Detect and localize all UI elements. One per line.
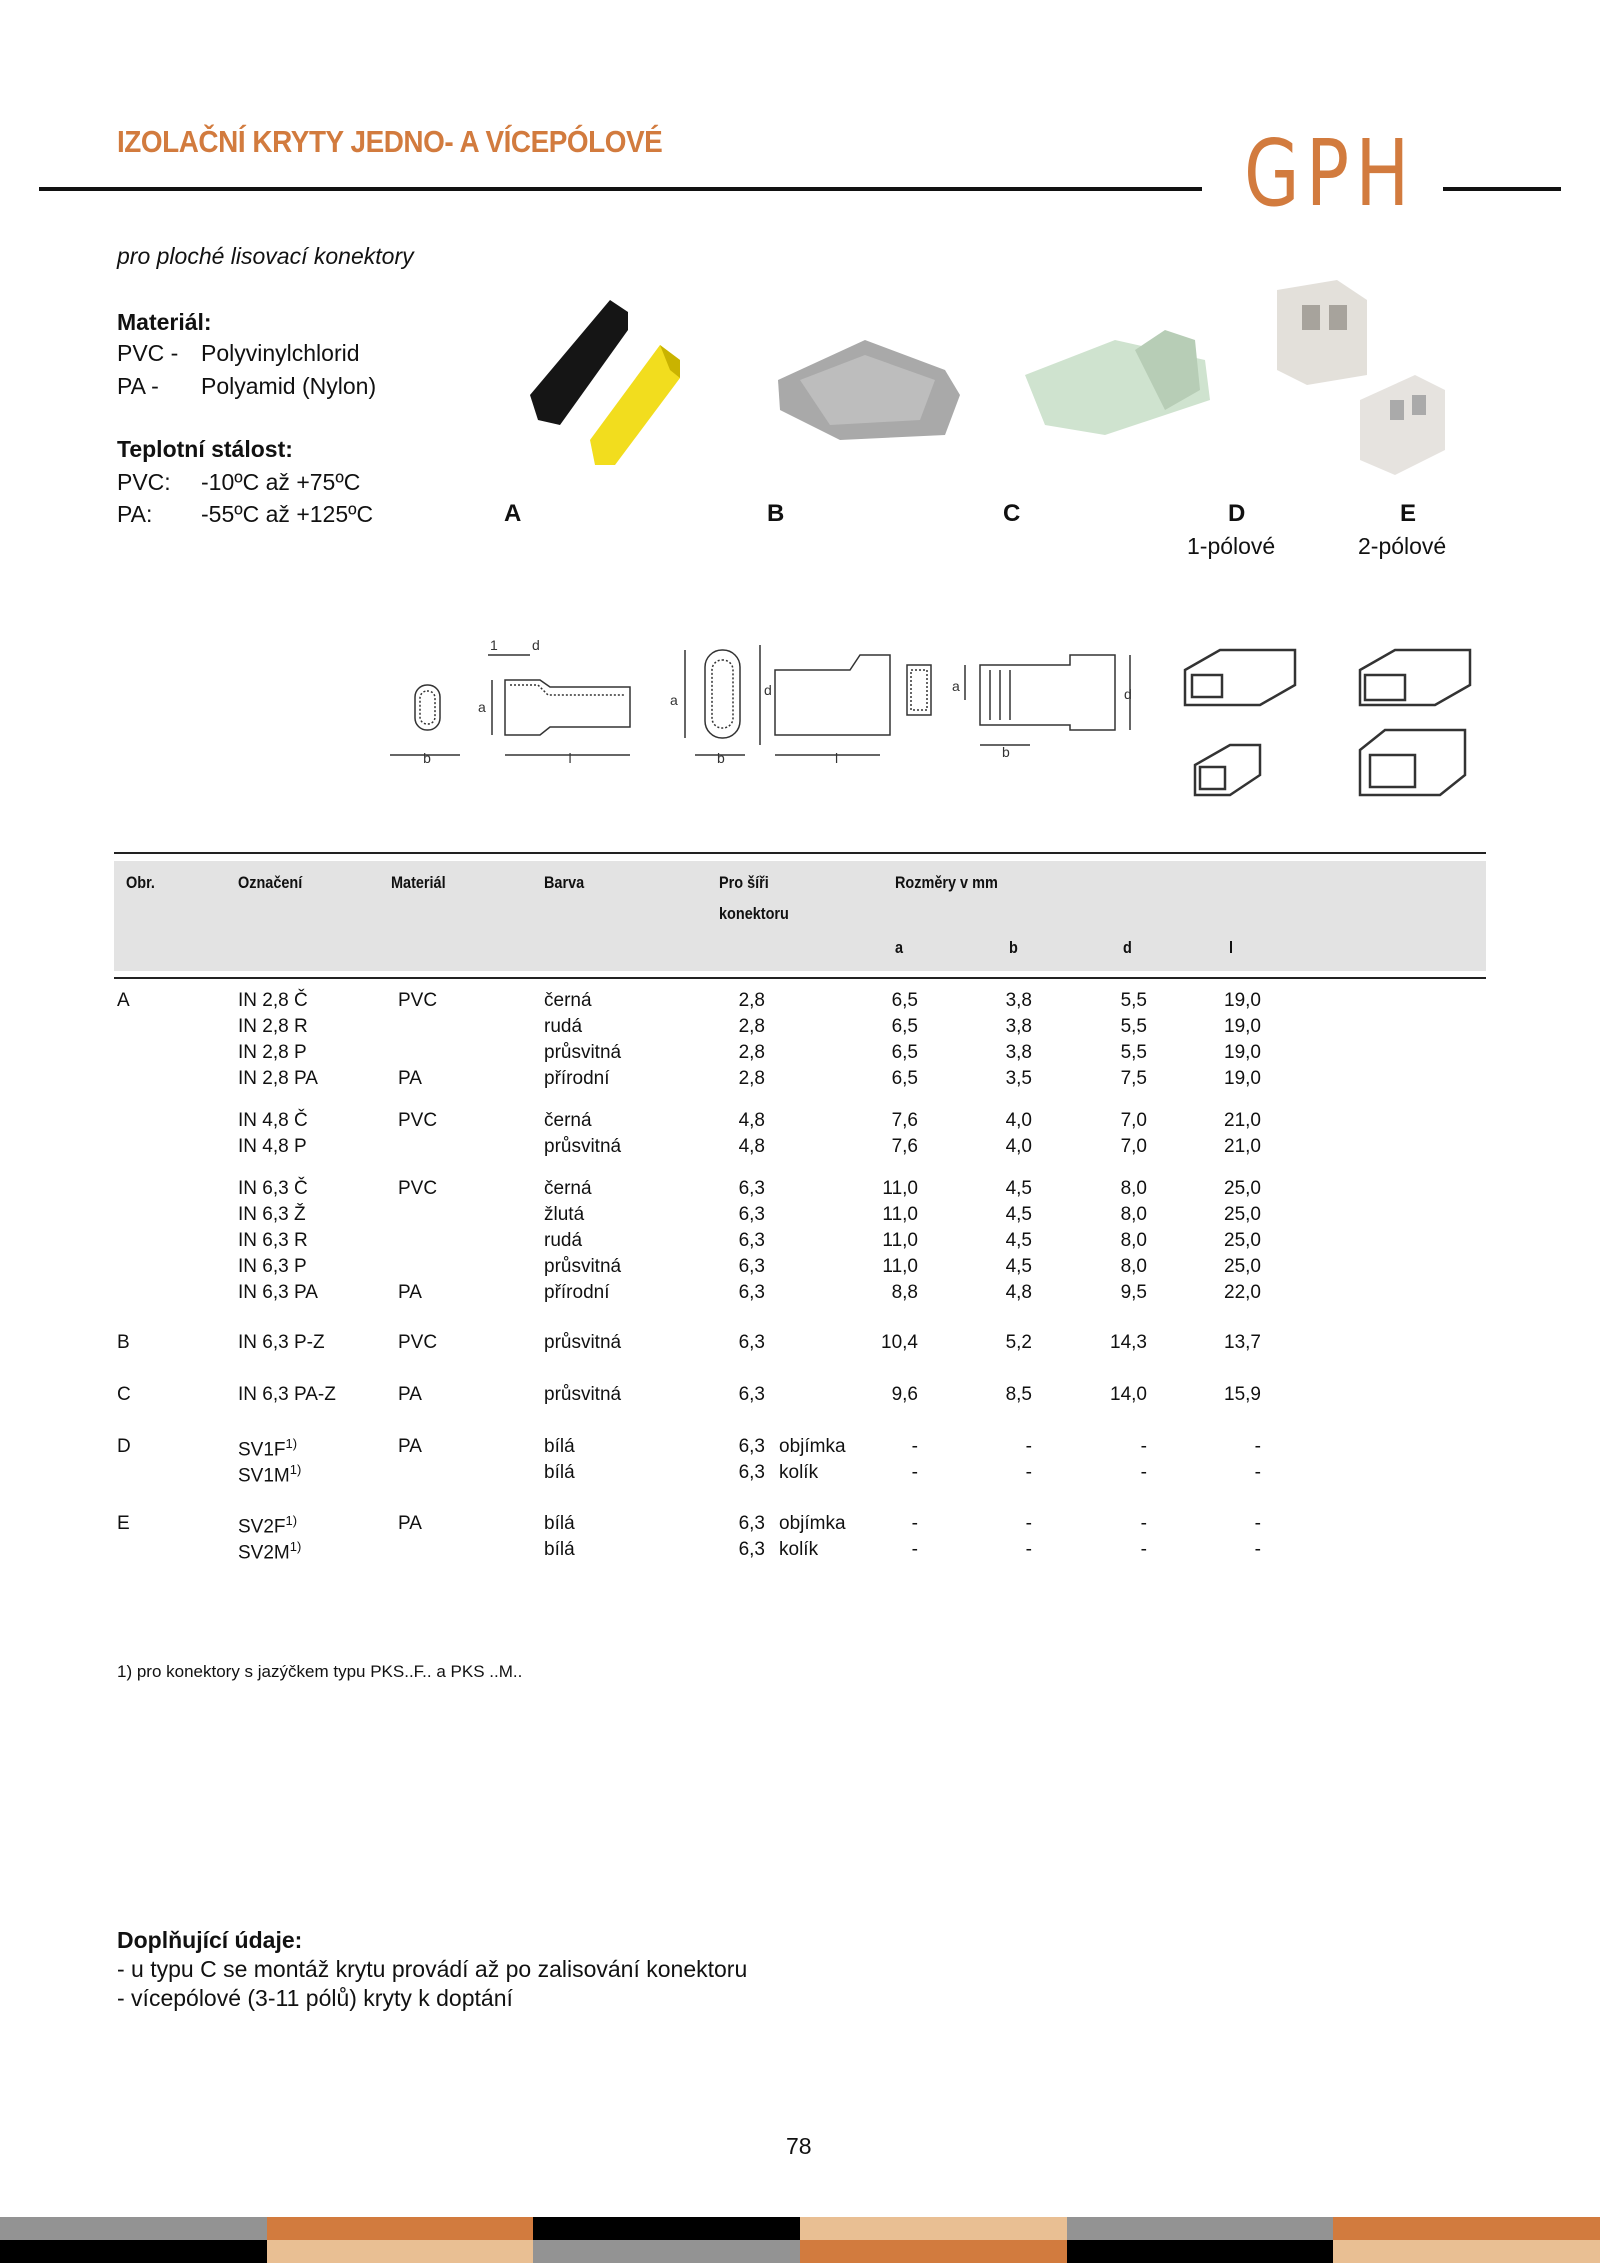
cell-a: 7,6: [891, 1136, 918, 1157]
cell-barva: přírodní: [544, 1282, 610, 1303]
header-barva: Barva: [544, 873, 585, 892]
header-b: b: [1009, 938, 1018, 957]
cell-l: 15,9: [1224, 1384, 1261, 1405]
cell-obr: E: [117, 1513, 130, 1534]
subtitle: pro ploché lisovací konektory: [117, 243, 414, 269]
cell-barva: průsvitná: [544, 1384, 622, 1405]
cell-d: -: [1140, 1436, 1147, 1457]
cell-barva: černá: [544, 1178, 592, 1199]
cell-sire: 4,8: [738, 1110, 765, 1131]
figure-sub-d: 1-pólové: [1187, 533, 1276, 559]
header-rule: [39, 187, 1202, 191]
cell-l: 25,0: [1224, 1204, 1261, 1225]
material-code: PA -: [117, 373, 159, 399]
cell-l: 21,0: [1224, 1110, 1261, 1131]
table-top-rule: [114, 852, 1486, 854]
cell-d: -: [1140, 1513, 1147, 1534]
figure-label-b: B: [767, 500, 785, 527]
cell-b: 3,8: [1005, 1016, 1032, 1037]
cell-a: 11,0: [882, 1178, 918, 1199]
cell-l: 25,0: [1224, 1230, 1261, 1251]
cell-l: 19,0: [1224, 990, 1261, 1011]
temperature-code: PA:: [117, 501, 153, 527]
temperature-range: -10ºC až +75ºC: [201, 469, 361, 495]
header-d: d: [1123, 938, 1132, 957]
cell-sire: 6,3: [738, 1204, 765, 1225]
cell-barva: průsvitná: [544, 1332, 622, 1353]
cell-obr: D: [117, 1436, 131, 1457]
cell-ozn-text: SV1F: [238, 1439, 286, 1461]
figure-label-c: C: [1003, 500, 1021, 527]
photo-e: [1360, 375, 1445, 475]
cell-a: 7,6: [891, 1110, 918, 1131]
svg-text:1: 1: [490, 637, 498, 653]
header-rule-right: [1443, 187, 1561, 191]
cell-sire: 2,8: [738, 1016, 765, 1037]
cell-l: -: [1254, 1513, 1261, 1534]
cell-b: -: [1025, 1539, 1032, 1560]
cell-d: 5,5: [1120, 1042, 1147, 1063]
cell-barva: průsvitná: [544, 1136, 622, 1157]
cell-d: 8,0: [1120, 1256, 1147, 1277]
drawing-c: [952, 655, 1132, 760]
cell-l: -: [1254, 1539, 1261, 1560]
cell-d: -: [1140, 1539, 1147, 1560]
cell-ozn: IN 6,3 PA: [238, 1282, 318, 1303]
figure-sub-e: 2-pólové: [1358, 533, 1447, 559]
cell-mat: PVC: [398, 1110, 438, 1131]
cell-l: 21,0: [1224, 1136, 1261, 1157]
cell-d: 7,5: [1120, 1068, 1147, 1089]
svg-text:b: b: [423, 750, 431, 766]
temperature-range: -55ºC až +125ºC: [201, 501, 374, 527]
cell-l: 22,0: [1224, 1282, 1261, 1303]
cell-ozn: [238, 1539, 301, 1564]
cell-b: -: [1025, 1436, 1032, 1457]
cell-ozn-text: SV2M: [238, 1542, 290, 1564]
cell-barva: rudá: [544, 1016, 583, 1037]
cell-sire: 4,8: [738, 1136, 765, 1157]
cell-ozn-text: SV2F: [238, 1516, 286, 1538]
cell-l: -: [1254, 1436, 1261, 1457]
cell-sire: 2,8: [738, 1042, 765, 1063]
cell-a: 6,5: [891, 990, 918, 1011]
cell-ozn: IN 2,8 PA: [238, 1068, 318, 1089]
drawing-a: [390, 637, 630, 766]
cell-l: 13,7: [1224, 1332, 1261, 1353]
page-number: 78: [786, 2133, 812, 2159]
cell-sire: 6,3: [738, 1282, 765, 1303]
cell-a: 6,5: [891, 1016, 918, 1037]
cell-d: 5,5: [1120, 1016, 1147, 1037]
footnote: 1) pro konektory s jazýčkem typu PKS..F.. a PKS ..M..: [117, 1662, 523, 1681]
cell-a: -: [911, 1436, 918, 1457]
figure-label-d: D: [1228, 500, 1246, 527]
cell-sire: 6,3: [738, 1332, 765, 1353]
cell-mat: PVC: [398, 1178, 438, 1199]
cell-l: 19,0: [1224, 1016, 1261, 1037]
cell-ozn: [238, 1436, 297, 1461]
cell-sire: 2,8: [738, 990, 765, 1011]
cell-d: 5,5: [1120, 990, 1147, 1011]
cell-b: 4,5: [1005, 1204, 1032, 1225]
cell-l: 25,0: [1224, 1178, 1261, 1199]
cell-typ: objímka: [779, 1436, 846, 1457]
figure-label-a: A: [504, 500, 522, 527]
cell-d: 7,0: [1120, 1136, 1147, 1157]
page-title: IZOLAČNÍ KRYTY JEDNO- A VÍCEPÓLOVÉ: [117, 124, 663, 159]
cell-ozn: IN 4,8 Č: [238, 1110, 308, 1131]
material-name: Polyamid (Nylon): [201, 373, 377, 399]
cell-b: -: [1025, 1462, 1032, 1483]
cell-sire: 6,3: [738, 1462, 765, 1483]
table-header-rule: [114, 977, 1486, 979]
cell-b: 5,2: [1005, 1332, 1032, 1353]
cell-d: -: [1140, 1462, 1147, 1483]
cell-mat: PA: [398, 1436, 422, 1457]
cell-a: 11,0: [882, 1256, 918, 1277]
cell-b: 3,8: [1005, 1042, 1032, 1063]
cell-barva: průsvitná: [544, 1042, 622, 1063]
cell-a: 8,8: [891, 1282, 918, 1303]
cell-mat: PA: [398, 1384, 422, 1405]
footer-bars: [0, 2217, 1600, 2263]
cell-a: 6,5: [891, 1042, 918, 1063]
cell-d: 14,0: [1110, 1384, 1147, 1405]
cell-d: 14,3: [1110, 1332, 1147, 1353]
svg-text:l: l: [568, 750, 572, 766]
cell-ozn: IN 6,3 P-Z: [238, 1332, 325, 1353]
table-header: [114, 861, 1486, 971]
cell-b: 4,0: [1005, 1110, 1032, 1131]
svg-text:a: a: [952, 678, 960, 694]
footer-bar-bottom: [0, 2240, 1600, 2263]
drawing-d: [1185, 650, 1295, 795]
cell-barva: rudá: [544, 1230, 583, 1251]
cell-barva: bílá: [544, 1539, 575, 1560]
cell-sire: 6,3: [738, 1436, 765, 1457]
cell-sire: 6,3: [738, 1256, 765, 1277]
cell-ozn: IN 6,3 P: [238, 1256, 307, 1277]
cell-b: 4,5: [1005, 1256, 1032, 1277]
header-konektoru: konektoru: [719, 904, 789, 923]
footnote-marker: 1): [285, 1436, 298, 1451]
photo-b: [778, 340, 960, 440]
cell-a: 9,6: [891, 1384, 918, 1405]
photo-d: [1277, 280, 1367, 385]
cell-b: 4,8: [1005, 1282, 1032, 1303]
header-obr: Obr.: [126, 873, 155, 892]
svg-text:l: l: [835, 750, 839, 766]
cell-a: -: [911, 1539, 918, 1560]
cell-barva: bílá: [544, 1462, 575, 1483]
notes-heading: Doplňující údaje:: [117, 1927, 303, 1953]
cell-l: 19,0: [1224, 1068, 1261, 1089]
header-l: l: [1229, 938, 1234, 957]
cell-b: 8,5: [1005, 1384, 1032, 1405]
material-heading: Materiál:: [117, 309, 212, 335]
footnote-marker: 1): [289, 1462, 302, 1477]
cell-a: -: [911, 1513, 918, 1534]
cell-l: 19,0: [1224, 1042, 1261, 1063]
cell-d: 8,0: [1120, 1230, 1147, 1251]
footer-bar-top: [0, 2217, 1600, 2240]
cell-typ: objímka: [779, 1513, 846, 1534]
temperature-code: PVC:: [117, 469, 171, 495]
cell-l: 25,0: [1224, 1256, 1261, 1277]
photo-a: [530, 300, 680, 465]
cell-sire: 2,8: [738, 1068, 765, 1089]
cell-d: 9,5: [1120, 1282, 1147, 1303]
technical-drawings: [380, 625, 1500, 820]
cell-barva: černá: [544, 990, 592, 1011]
cell-barva: přírodní: [544, 1068, 610, 1089]
cell-ozn: IN 4,8 P: [238, 1136, 307, 1157]
cell-ozn: IN 6,3 Č: [238, 1178, 308, 1199]
header-rozmery: Rozměry v mm: [895, 873, 998, 892]
material-name: Polyvinylchlorid: [201, 340, 360, 366]
cell-ozn: IN 2,8 P: [238, 1042, 307, 1063]
cell-ozn: IN 2,8 Č: [238, 990, 308, 1011]
note-line: - u typu C se montáž krytu provádí až po zalisování konektoru: [117, 1956, 748, 1982]
cell-b: -: [1025, 1513, 1032, 1534]
cell-a: 10,4: [881, 1332, 918, 1353]
header-pro-siri: Pro šíři: [719, 873, 769, 892]
cell-mat: PVC: [398, 990, 438, 1011]
cell-a: 11,0: [882, 1204, 918, 1225]
cell-sire: 6,3: [738, 1539, 765, 1560]
cell-a: 11,0: [882, 1230, 918, 1251]
cell-b: 3,5: [1005, 1068, 1032, 1089]
cell-b: 4,0: [1005, 1136, 1032, 1157]
cell-barva: průsvitná: [544, 1256, 622, 1277]
cell-d: 8,0: [1120, 1178, 1147, 1199]
svg-text:a: a: [478, 699, 486, 715]
svg-text:a: a: [670, 692, 678, 708]
cell-barva: žlutá: [544, 1204, 585, 1225]
drawing-b: [670, 645, 931, 766]
header-a: a: [895, 938, 904, 957]
figure-label-e: E: [1400, 500, 1417, 527]
cell-a: 6,5: [891, 1068, 918, 1089]
cell-d: 7,0: [1120, 1110, 1147, 1131]
cell-barva: bílá: [544, 1513, 575, 1534]
brand-logo: GPH: [1244, 120, 1416, 227]
product-photos: [500, 270, 1500, 480]
cell-ozn: IN 6,3 PA-Z: [238, 1384, 336, 1405]
cell-b: 4,5: [1005, 1178, 1032, 1199]
svg-text:d: d: [532, 637, 540, 653]
cell-mat: PA: [398, 1068, 422, 1089]
temperature-heading: Teplotní stálost:: [117, 436, 293, 462]
header-material: Materiál: [391, 873, 446, 892]
cell-barva: bílá: [544, 1436, 575, 1457]
cell-typ: kolík: [779, 1462, 819, 1483]
cell-obr: A: [117, 990, 130, 1011]
cell-b: 3,8: [1005, 990, 1032, 1011]
svg-text:b: b: [717, 750, 725, 766]
cell-ozn-text: SV1M: [238, 1465, 290, 1487]
footnote-marker: 1): [289, 1539, 302, 1554]
cell-sire: 6,3: [738, 1513, 765, 1534]
footnote-marker: 1): [285, 1513, 298, 1528]
drawing-e: [1360, 650, 1470, 795]
cell-mat: PVC: [398, 1332, 438, 1353]
cell-typ: kolík: [779, 1539, 819, 1560]
header-oznaceni: Označení: [238, 873, 303, 892]
cell-mat: PA: [398, 1513, 422, 1534]
cell-a: -: [911, 1462, 918, 1483]
cell-ozn: [238, 1462, 301, 1487]
note-line: - vícepólové (3-11 pólů) kryty k doptání: [117, 1985, 513, 2011]
cell-sire: 6,3: [738, 1384, 765, 1405]
photo-c: [1025, 330, 1210, 435]
svg-text:b: b: [1002, 744, 1010, 760]
svg-text:d: d: [764, 682, 772, 698]
cell-sire: 6,3: [738, 1230, 765, 1251]
cell-obr: C: [117, 1384, 131, 1405]
cell-d: 8,0: [1120, 1204, 1147, 1225]
material-code: PVC -: [117, 340, 179, 366]
cell-l: -: [1254, 1462, 1261, 1483]
cell-sire: 6,3: [738, 1178, 765, 1199]
cell-ozn: IN 2,8 R: [238, 1016, 308, 1037]
cell-b: 4,5: [1005, 1230, 1032, 1251]
cell-barva: černá: [544, 1110, 592, 1131]
cell-mat: PA: [398, 1282, 422, 1303]
cell-ozn: IN 6,3 Ž: [238, 1204, 306, 1225]
cell-ozn: IN 6,3 R: [238, 1230, 308, 1251]
svg-text:d: d: [1124, 686, 1132, 702]
cell-obr: B: [117, 1332, 130, 1353]
cell-ozn: [238, 1513, 297, 1538]
